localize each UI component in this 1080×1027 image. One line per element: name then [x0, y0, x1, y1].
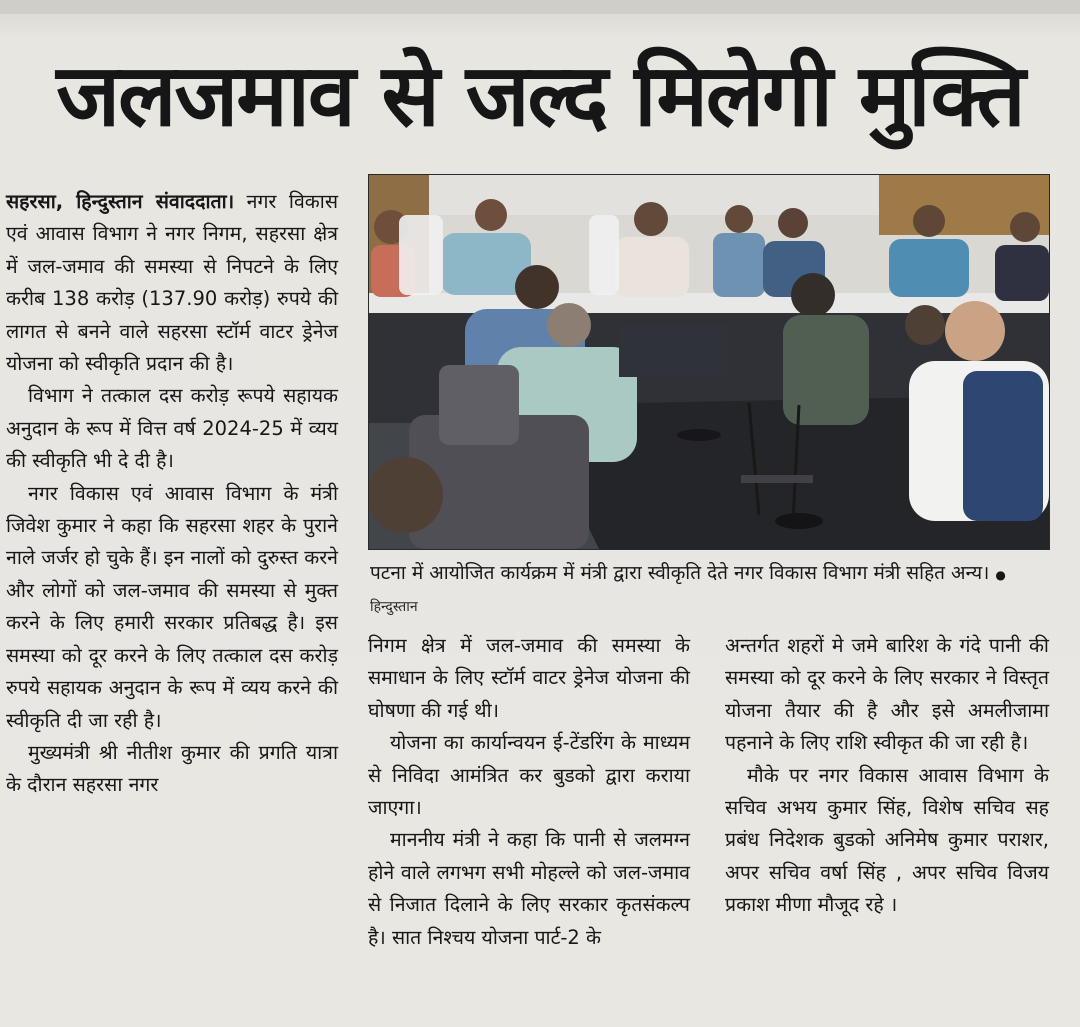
- bullet-icon: ●: [995, 568, 1006, 582]
- caption-text: पटना में आयोजित कार्यक्रम में मंत्री द्वारा स्वीकृति देते नगर विकास विभाग मंत्री सहित अन्य।: [370, 562, 990, 584]
- paragraph: नगर विकास एवं आवास विभाग के मंत्री जिवेश कुमार ने कहा कि सहरसा शहर के पुराने नाले जर्जर हो चुके हैं। इन नालों को दुरुस्त करने और लोगों को जल-जमाव की समस्या से मुक्त करने के लिए हमारी सरकार प्रतिबद्ध है। इस समस्या को दूर करने के लिए तत्काल दस करोड़ रुपये सहायक अनुदान के रूप में व्यय करने की स्वीकृति दी जा रही है।: [6, 481, 338, 732]
- byline: सहरसा, हिन्दुस्तान संवाददाता।: [6, 190, 235, 213]
- paragraph-text: नगर विकास एवं आवास विभाग ने नगर निगम, सहरसा क्षेत्र में जल-जमाव की समस्या से निपटने के लिए करीब 138 करोड़ (137.90 करोड़) रुपये की लागत से बनने वाले सहरसा स्टॉर्म वाटर ड्रेनेज योजना को स्वीकृति प्रदान की है।: [6, 190, 339, 376]
- article-column-3: [725, 630, 1049, 922]
- paragraph: योजना का कार्यान्वयन ई-टेंडरिंग के माध्यम से निविदा आमंत्रित कर बुडको द्वारा कराया जाएगा।: [368, 731, 690, 820]
- meeting-photo-illustration: [369, 175, 1049, 549]
- article-column-2: [368, 630, 690, 954]
- photo-credit: हिन्दुस्तान: [370, 599, 418, 615]
- cropped-previous-article: [0, 0, 1080, 14]
- paragraph: विभाग ने तत्काल दस करोड़ रूपये सहायक अनुदान के रूप में वित्त वर्ष 2024-25 में व्यय की स्वीकृति भी दे दी है।: [6, 384, 338, 473]
- photo-caption: [370, 558, 1046, 622]
- news-photo-meeting: [368, 174, 1050, 550]
- paragraph: माननीय मंत्री ने कहा कि पानी से जलमग्न होने वाले लगभग सभी मोहल्ले को जल-जमाव से निजात दिलाने के लिए सरकार कृतसंकल्प है। सात निश्चय योजना पार्ट-2 के: [368, 828, 690, 949]
- paragraph: मुख्यमंत्री श्री नीतीश कुमार की प्रगति यात्रा के दौरान सहरसा नगर: [6, 740, 338, 797]
- paragraph: मौके पर नगर विकास आवास विभाग के सचिव अभय कुमार सिंह, विशेष सचिव सह प्रबंध निदेशक बुडको अनिमेष कुमार पराशर, अपर सचिव वर्षा सिंह , अपर सचिव विजय प्रकाश मीणा मौजूद रहे ।: [725, 763, 1049, 917]
- paragraph: अन्तर्गत शहरों मे जमे बारिश के गंदे पानी की समस्या को दूर करने के लिए सरकार ने विस्तृत योजना तैयार की है और इसे अमलीजामा पहनाने के लिए राशि स्वीकृत की जा रही है।: [725, 634, 1049, 755]
- headline: जलजमाव से जल्द मिलेगी मुक्ति: [56, 46, 1024, 146]
- paragraph: निगम क्षेत्र में जल-जमाव की समस्या के समाधान के लिए स्टॉर्म वाटर ड्रेनेज योजना की घोषणा की गई थी।: [368, 634, 690, 722]
- article-column-1: [6, 186, 338, 802]
- paragraph: [6, 186, 338, 380]
